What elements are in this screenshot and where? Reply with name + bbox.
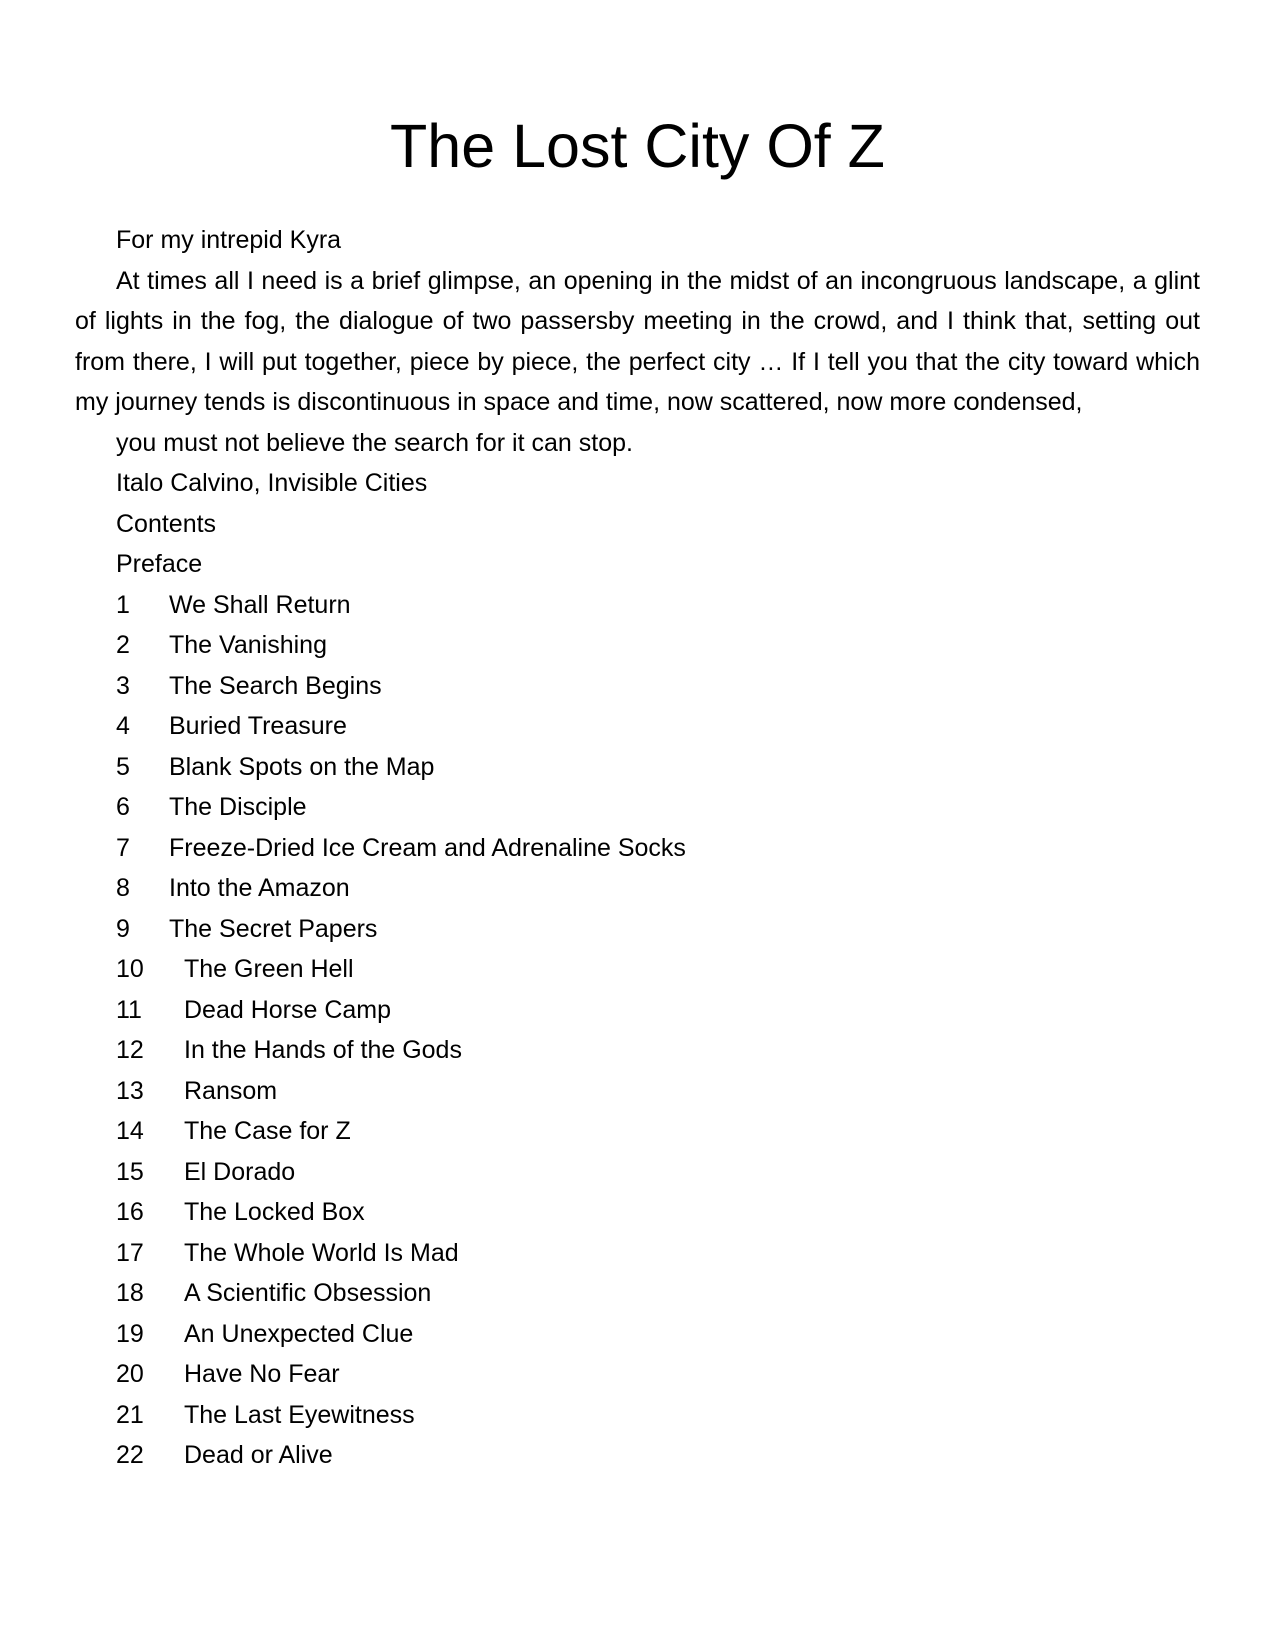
toc-title: Into the Amazon (169, 874, 350, 902)
toc-item[interactable] (116, 868, 1200, 909)
toc-title: Blank Spots on the Map (169, 752, 435, 781)
toc-item[interactable] (116, 1030, 1200, 1071)
toc-item[interactable] (116, 1395, 1200, 1436)
toc-item[interactable] (116, 747, 1200, 788)
toc-number: 13 (116, 1076, 144, 1105)
toc-title: The Last Eyewitness (184, 1400, 415, 1429)
toc-item[interactable] (116, 706, 1200, 747)
toc-title: The Secret Papers (169, 914, 378, 943)
toc-item[interactable] (116, 1233, 1200, 1274)
toc-title: The Whole World Is Mad (184, 1238, 459, 1267)
toc-number: 17 (116, 1238, 144, 1267)
toc-preface[interactable]: Preface (116, 550, 203, 578)
page-title: The Lost City Of Z (390, 112, 885, 180)
toc-number: 2 (116, 631, 130, 659)
toc-title: The Case for Z (184, 1117, 351, 1145)
toc-number: 12 (116, 1036, 144, 1064)
table-of-contents (75, 585, 1200, 1476)
toc-number: 3 (116, 671, 130, 700)
epigraph-attribution: Italo Calvino, Invisible Cities (116, 469, 428, 497)
toc-title: The Vanishing (169, 631, 327, 659)
toc-number: 5 (116, 752, 130, 781)
document-body (75, 220, 1200, 1476)
toc-item[interactable] (116, 828, 1200, 869)
toc-item[interactable] (116, 1192, 1200, 1233)
toc-number: 18 (116, 1279, 144, 1307)
toc-title: Have No Fear (184, 1360, 340, 1388)
toc-number: 4 (116, 712, 130, 740)
toc-item[interactable] (116, 909, 1200, 950)
toc-number: 7 (116, 833, 130, 862)
toc-item[interactable] (116, 1071, 1200, 1112)
toc-item[interactable] (116, 1273, 1200, 1314)
toc-title: A Scientific Obsession (184, 1279, 432, 1307)
toc-item[interactable] (116, 949, 1200, 990)
toc-number: 1 (116, 590, 130, 619)
toc-number: 20 (116, 1360, 144, 1388)
toc-number: 11 (116, 995, 142, 1024)
toc-title: We Shall Return (169, 590, 351, 619)
toc-title: The Green Hell (184, 955, 354, 983)
toc-item[interactable] (116, 1314, 1200, 1355)
toc-item[interactable] (116, 1111, 1200, 1152)
toc-title: Buried Treasure (169, 712, 347, 740)
toc-number: 10 (116, 955, 144, 983)
toc-title: Dead Horse Camp (184, 995, 392, 1024)
toc-item[interactable] (116, 1435, 1200, 1476)
toc-item[interactable] (116, 666, 1200, 707)
toc-number: 16 (116, 1198, 144, 1226)
toc-title: El Dorado (184, 1157, 296, 1186)
toc-title: The Locked Box (184, 1198, 365, 1226)
toc-title: Freeze-Dried Ice Cream and Adrenaline Socks (169, 833, 686, 862)
toc-title: An Unexpected Clue (184, 1319, 414, 1348)
toc-item[interactable] (116, 787, 1200, 828)
toc-item[interactable] (116, 990, 1200, 1031)
toc-number: 15 (116, 1157, 144, 1186)
toc-number: 9 (116, 914, 130, 943)
toc-number: 22 (116, 1441, 144, 1469)
dedication: For my intrepid Kyra (116, 226, 342, 254)
toc-title: Dead or Alive (184, 1441, 333, 1469)
toc-number: 6 (116, 793, 130, 821)
toc-number: 19 (116, 1319, 144, 1348)
toc-title: In the Hands of the Gods (184, 1036, 462, 1064)
toc-number: 14 (116, 1117, 144, 1145)
toc-title: The Search Begins (169, 671, 382, 700)
epigraph-paragraph-end: you must not believe the search for it can stop. (116, 428, 633, 457)
toc-item[interactable] (116, 625, 1200, 666)
toc-title: The Disciple (169, 793, 307, 821)
toc-item[interactable] (116, 1152, 1200, 1193)
toc-item[interactable] (116, 1354, 1200, 1395)
toc-number: 21 (116, 1400, 144, 1429)
epigraph-paragraph: At times all I need is a brief glimpse, an opening in the midst of an incongruous landscape, a glint of lights in the fog, the dialogue of two passersby meeting in the crowd, and I think that, setting out from there, I will put together, piece by piece, the perfect city … If I tell you that the city toward which my journey tends is discontinuous in space and time, now scattered, now more condensed, (75, 266, 1200, 416)
contents-heading: Contents (116, 509, 217, 538)
toc-title: Ransom (184, 1076, 278, 1105)
toc-item[interactable] (116, 585, 1200, 626)
toc-number: 8 (116, 874, 130, 902)
